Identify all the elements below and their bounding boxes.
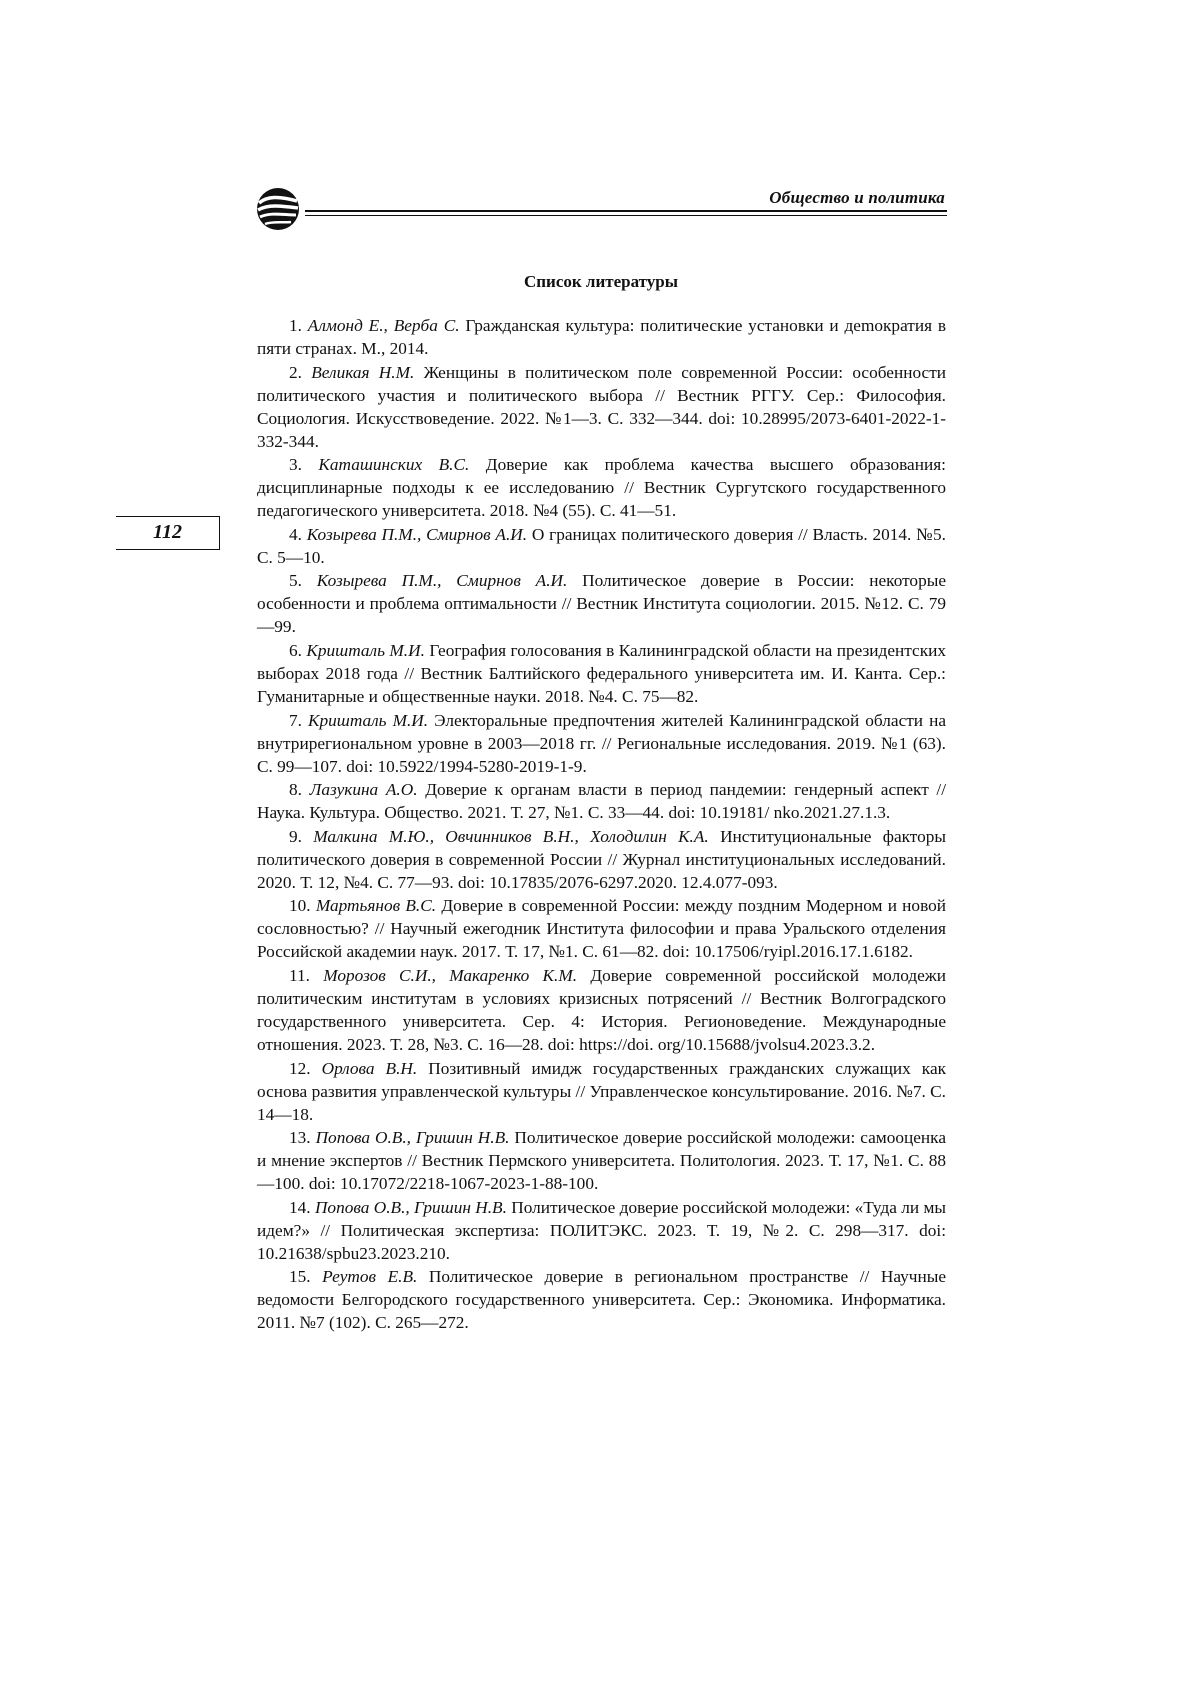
reference-text: Электоральные предпочтения жителей Калининградской области на внутрирегиональном уровне в 2003—2018 гг. // Региональные исследования. 2019. №1 (63). С. 99—107. doi: 10.5922/1994-5280-2019-1-9. [257,710,947,776]
reference-item [257,709,946,778]
reference-number: 5. [289,571,302,591]
reference-text: Доверие к органам власти в период пандемии: гендерный аспект // Наука. Культура. Общество. 2021. Т. 27, №1. С. 33—44. doi: 10.19181/ nko.2021.27.1.3. [257,780,947,823]
reference-number: 14. [289,1197,311,1217]
reference-item [257,361,946,453]
running-title: Общество и политика [769,188,945,207]
reference-number: 2. [289,362,302,382]
reference-item [257,1126,946,1195]
reference-authors: Реутов Е.В. [322,1267,418,1287]
reference-text: Политическое доверие в региональном пространстве // Научные ведомости Белгородского государственного университета. Сер.: Экономика. Информатика. 2011. №7 (102). С. 265—272. [257,1267,946,1333]
reference-number: 3. [289,455,302,475]
reference-text: О границах политического доверия // Власть. 2014. №5. С. 5—10. [257,524,946,567]
reference-text: Доверие как проблема качества высшего образования: дисциплинарные подходы к ее исследованию // Вестник Сургутского государственного педагогического университета. 2018. №4 (55). С. 41—51. [257,455,946,521]
reference-item [257,314,946,360]
reference-text: Женщины в политическом поле современной России: особенности политического участия и политического выбора // Вестник РГГУ. Сер.: Философия. Социология. Искусствоведение. 2022. №1—3. С. 332—344. doi: 10.28995/2073-6401-2022-1-332-344. [257,362,947,451]
reference-authors: Мартьянов В.С. [315,896,437,916]
reference-authors: Морозов С.И., Макаренко К.М. [323,965,578,985]
reference-number: 6. [289,640,302,660]
reference-authors: Козырева П.М., Смирнов А.И. [306,524,528,544]
reference-number: 10. [289,896,311,916]
reference-text: Доверие современной российской молодежи политическим институтам в условиях кризисных потрясений // Вестник Волгоградского государственного университета. Сер. 4: История. Регионоведение. Международные отношения. 2023. Т. 28, №3. С. 16—28. doi: https://doi. org/10.15688/jvolsu4.2023.3.2. [257,965,946,1054]
header-rule-thick [305,210,947,212]
reference-authors: Козырева П.М., Смирнов А.И. [316,571,568,591]
reference-item [257,523,946,569]
reference-authors: Кришталь М.И. [308,710,429,730]
reference-number: 11. [289,965,310,985]
reference-item [257,639,946,708]
reference-text: География голосования в Калининградской области на президентских выборах 2018 года // Вестник Балтийского федерального университета им. И. Канта. Сер.: Гуманитарные и общественные науки. 2018. №4. С. 75—82. [257,640,946,706]
page-number: 112 [116,516,220,550]
page-header [255,186,947,232]
reference-text: Доверие в современной России: между поздним Модерном и новой сословностью? // Научный ежегодник Института философии и права Уральского отделения Российской академии наук. 2017. Т. 17, №1. С. 61—82. doi: 10.17506/ryipl.2016.17.1.6182. [257,896,947,962]
reference-text: Политическое доверие российской молодежи: самооценка и мнение экспертов // Вестник Пермского университета. Политология. 2023. Т. 17, №1. С. 88—100. doi: 10.17072/2218-1067-2023-1-88-100. [257,1128,946,1194]
reference-item [257,964,946,1056]
reference-item [257,1057,946,1126]
reference-authors: Кришталь М.И. [306,640,425,660]
reference-list [257,314,946,1335]
header-rule-thin [305,215,947,216]
reference-authors: Лазукина А.О. [309,780,418,800]
reference-number: 12. [289,1058,311,1078]
reference-text: Позитивный имидж государственных гражданских служащих как основа развития управленческой культуры // Управленческое консультирование. 2016. №7. С. 14—18. [257,1058,947,1124]
reference-text: Политическое доверие российской молодежи: «Туда ли мы идем?» // Политическая экспертиза: ПОЛИТЭКС. 2023. Т. 19, №2. С. 298—317. doi: 10.21638/spbu23.2023.210. [257,1197,947,1263]
reference-text: Гражданская культура: политические установки и деmократия в пяти странах. М., 2014. [257,316,947,358]
reference-item [257,825,946,894]
reference-number: 7. [289,710,302,730]
reference-item [257,569,946,638]
reference-authors: Попова О.В., Гришин Н.В. [314,1197,507,1217]
reference-number: 4. [289,524,302,544]
reference-number: 9. [289,826,302,846]
reference-item [257,894,946,963]
reference-number: 15. [289,1267,311,1287]
bibliography-title: Список литературы [523,272,679,291]
reference-authors: Великая Н.М. [311,362,415,382]
reference-number: 1. [289,316,302,335]
reference-number: 13. [289,1128,311,1148]
reference-authors: Каташинских В.С. [318,455,470,475]
reference-authors: Алмонд Е., Верба С. [307,316,460,335]
reference-text: Институциональные факторы политического доверия в современной России // Журнал институциональных исследований. 2020. Т. 12, №4. С. 77—93. doi: 10.17835/2076-6297.2020. 12.4.077-093. [257,826,947,892]
reference-item [257,778,946,824]
reference-authors: Попова О.В., Гришин Н.В. [315,1128,510,1148]
reference-item [257,1265,946,1334]
reference-text: Политическое доверие в России: некоторые особенности и проблема оптимальности // Вестник Института социологии. 2015. №12. С. 79—99. [257,571,946,637]
reference-authors: Орлова В.Н. [321,1058,418,1078]
reference-item [257,453,946,522]
reference-authors: Малкина М.Ю., Овчинников В.Н., Холодилин К.А. [313,826,709,846]
journal-wave-logo-icon [255,186,301,232]
reference-number: 8. [289,780,302,800]
reference-item [257,1196,946,1265]
